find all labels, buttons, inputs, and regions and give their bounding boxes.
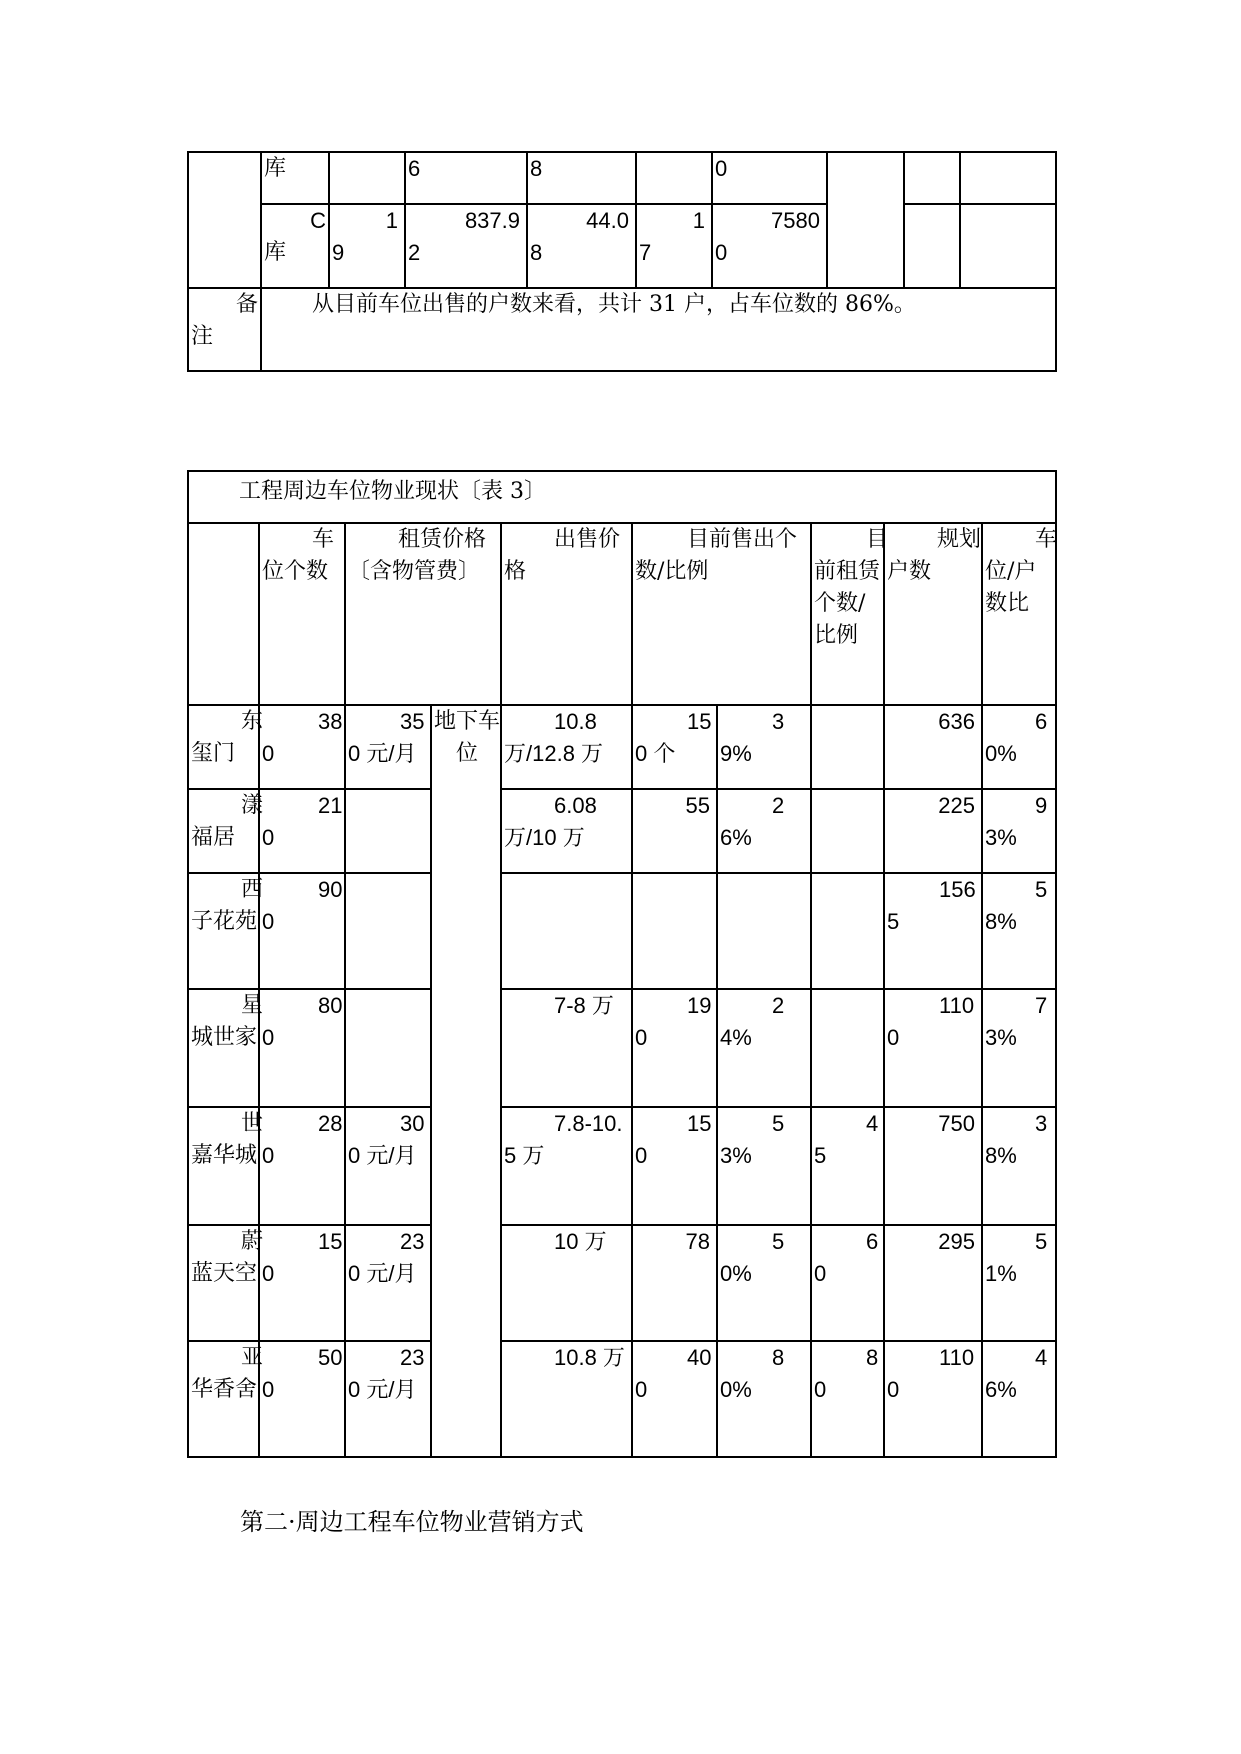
cell-spaces: 900 (259, 873, 345, 989)
table-cell-empty (827, 152, 904, 288)
cell-sale: 10.8 万/12.8 万 (501, 705, 632, 789)
note-label-top: 备 (235, 292, 258, 317)
table-cell (329, 204, 405, 288)
table-row (188, 1107, 1056, 1225)
note-text: 从目前车位出售的户数来看，共计 31 户，占车位数的 86%。 (261, 288, 1056, 371)
cell-rent (345, 873, 431, 989)
cell-sold-pct: 39% (717, 705, 811, 789)
cell-value: 1 (385, 208, 398, 233)
cell-value: 0 (715, 240, 728, 265)
cell-value: 44.0 (586, 208, 629, 233)
header-rented: 目前租赁个数/比例 (811, 523, 884, 705)
parking-sales-table-continued (187, 151, 1057, 372)
table-title-row (188, 471, 1056, 523)
header-households: 规划户数 (884, 523, 982, 705)
cell-households: 1100 (884, 1341, 982, 1457)
header-cell-empty (188, 523, 259, 705)
cell-ratio: 73% (982, 989, 1056, 1107)
cell-ratio: 46% (982, 1341, 1056, 1457)
cell-ratio: 93% (982, 789, 1056, 873)
cell-ratio: 38% (982, 1107, 1056, 1225)
table-cell (329, 152, 405, 204)
row-label-empty (188, 152, 261, 288)
cell-value: C (310, 208, 326, 233)
cell-spaces: 210 (259, 789, 345, 873)
cell-households: 1565 (884, 873, 982, 989)
cell-value: 2 (408, 240, 421, 265)
note-label (188, 288, 261, 371)
section-heading: 第二·周边工程车位物业营销方式 (240, 1508, 584, 1536)
header-rent: 租赁价格〔含物管费〕 (345, 523, 501, 705)
cell-sold-count: 150 个 (632, 705, 717, 789)
cell-households: 295 (884, 1225, 982, 1341)
cell-value: 7 (639, 240, 652, 265)
cell-rented (811, 789, 884, 873)
cell-rented: 80 (811, 1341, 884, 1457)
cell-sold-pct (717, 873, 811, 989)
cell-sale (501, 873, 632, 989)
table-cell (636, 204, 712, 288)
cell-sold-pct: 24% (717, 989, 811, 1107)
table-row (188, 152, 1056, 204)
cell-rent (345, 989, 431, 1107)
project-name: 西子花苑 (188, 873, 259, 989)
cell-households: 225 (884, 789, 982, 873)
cell-value: 837.9 (464, 208, 520, 233)
header-sold: 目前售出个数/比例 (632, 523, 811, 705)
project-name: 星城世家 (188, 989, 259, 1107)
cell-sold-count: 55 (632, 789, 717, 873)
cell-sold-pct: 53% (717, 1107, 811, 1225)
cell-sold-pct: 80% (717, 1341, 811, 1457)
cell-sale: 7.8-10.5 万 (501, 1107, 632, 1225)
cell-households: 636 (884, 705, 982, 789)
table-row (188, 1225, 1056, 1341)
header-ratio: 车位/户数比 (982, 523, 1056, 705)
table-cell-empty (904, 152, 960, 204)
table-cell (527, 204, 636, 288)
header-sale: 出售价格 (501, 523, 632, 705)
project-name: 蔚蓝天空 (188, 1225, 259, 1341)
project-name: 漾福居 (188, 789, 259, 873)
cell-households: 750 (884, 1107, 982, 1225)
cell-households: 1100 (884, 989, 982, 1107)
cell-rented: 60 (811, 1225, 884, 1341)
table-row (188, 989, 1056, 1107)
cell-sold-pct: 26% (717, 789, 811, 873)
note-row (188, 288, 1056, 371)
table-cell: 库 (261, 152, 329, 204)
project-name: 世嘉华城 (188, 1107, 259, 1225)
table-row (188, 1341, 1056, 1457)
cell-sold-count: 190 (632, 989, 717, 1107)
project-name: 东玺门 (188, 705, 259, 789)
table-cell: 0 (712, 152, 827, 204)
table-cell-empty (960, 204, 1056, 288)
header-spaces: 车位个数 (259, 523, 345, 705)
cell-rent: 230 元/月 (345, 1341, 431, 1457)
cell-sold-count: 400 (632, 1341, 717, 1457)
table-cell (405, 204, 527, 288)
cell-ratio: 51% (982, 1225, 1056, 1341)
cell-sold-count: 150 (632, 1107, 717, 1225)
cell-sale: 10 万 (501, 1225, 632, 1341)
cell-value: 7580 (771, 208, 820, 233)
table-row (188, 204, 1056, 288)
header-row (188, 523, 1056, 705)
cell-rent: 300 元/月 (345, 1107, 431, 1225)
cell-ratio: 60% (982, 705, 1056, 789)
cell-rent (345, 789, 431, 873)
cell-rent: 350 元/月 (345, 705, 431, 789)
cell-sale: 6.08 万/10 万 (501, 789, 632, 873)
table-cell: 8 (527, 152, 636, 204)
cell-spaces: 280 (259, 1107, 345, 1225)
cell-ratio: 58% (982, 873, 1056, 989)
surrounding-parking-table (187, 470, 1057, 1458)
table-cell: 6 (405, 152, 527, 204)
table-title: 工程周边车位物业现状〔表 3〕 (188, 471, 1056, 523)
cell-rented (811, 989, 884, 1107)
cell-sold-count: 78 (632, 1225, 717, 1341)
cell-rented: 45 (811, 1107, 884, 1225)
cell-value: 8 (530, 240, 543, 265)
cell-spaces: 500 (259, 1341, 345, 1457)
cell-rented (811, 705, 884, 789)
table-cell-empty (960, 152, 1056, 204)
cell-value: 库 (264, 240, 287, 265)
table-cell (261, 204, 329, 288)
cell-spaces: 380 (259, 705, 345, 789)
cell-rent: 230 元/月 (345, 1225, 431, 1341)
table-row (188, 705, 1056, 789)
table-row (188, 789, 1056, 873)
cell-value: 9 (332, 240, 345, 265)
table-cell (712, 204, 827, 288)
cell-sale: 7-8 万 (501, 989, 632, 1107)
table-cell (636, 152, 712, 204)
table-cell-empty (904, 204, 960, 288)
cell-rented (811, 873, 884, 989)
table-row (188, 873, 1056, 989)
merged-type-cell: 地下车位 (431, 705, 501, 1457)
cell-sold-count (632, 873, 717, 989)
cell-spaces: 800 (259, 989, 345, 1107)
cell-value: 1 (692, 208, 705, 233)
cell-spaces: 150 (259, 1225, 345, 1341)
note-label-bottom: 注 (191, 324, 214, 349)
cell-sale: 10.8 万 (501, 1341, 632, 1457)
project-name: 亚华香舍 (188, 1341, 259, 1457)
cell-sold-pct: 50% (717, 1225, 811, 1341)
